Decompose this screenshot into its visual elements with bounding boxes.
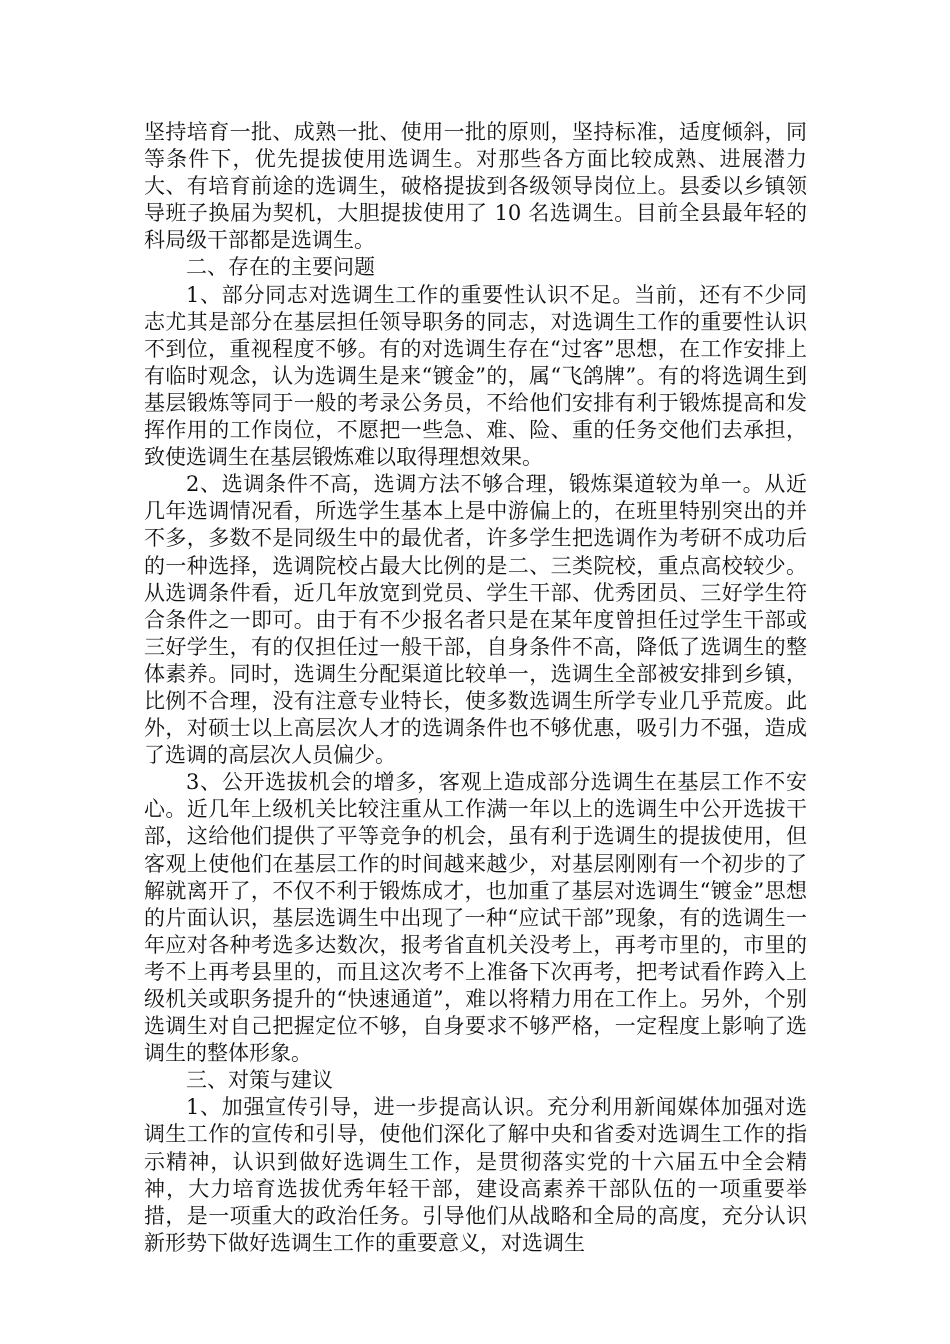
paragraph-problem-2: 2、选调条件不高，选调方法不够合理，锻炼渠道较为单一。从近几年选调情况看，所选学生基本上是中游偏上的，在班里特别突出的并不多，多数不是同级生中的最优者，许多学生把选调作为考研不成功后的一种选择，选调院校占最大比例的是二、三类院校，重点高校较少。从选调条件看，近几年放宽到党员、学生干部、优秀团员、三好学生符合条件之一即可。由于有不少报名者只是在某年度曾担任过学生干部或三好学生，有的仅担任过一般干部，自身条件不高，降低了选调生的整体素养。同时，选调生分配渠道比较单一，选调生全部被安排到乡镇，比例不合理，没有注意专业特长，使多数选调生所学专业几乎荒废。此外，对硕士以上高层次人才的选调条件也不够优惠，吸引力不强，造成了选调的高层次人员偏少。 bbox=[144, 472, 807, 768]
paragraph-problem-3: 3、公开选拔机会的增多，客观上造成部分选调生在基层工作不安心。近几年上级机关比较注重从工作满一年以上的选调生中公开选拔干部，这给他们提供了平等竞争的机会，虽有利于选调生的提拔使用，但客观上使他们在基层工作的时间越来越少，对基层刚刚有一个初步的了解就离开了，不仅不利于锻炼成才，也加重了基层对选调生“镀金”思想的片面认识，基层选调生中出现了一种“应试干部”现象，有的选调生一年应对各种考选多达数次，报考省直机关没考上，再考市里的，市里的考不上再考县里的，而且这次考不上准备下次再考，把考试看作跨入上级机关或职务提升的“快速通道”，难以将精力用在工作上。另外，个别选调生对自己把握定位不够，自身要求不够严格，一定程度上影响了选调生的整体形象。 bbox=[144, 770, 807, 1066]
document-page bbox=[144, 119, 807, 1257]
section-heading-problems: 二、存在的主要问题 bbox=[186, 255, 375, 280]
section-heading-suggestions: 三、对策与建议 bbox=[186, 1068, 333, 1093]
paragraph-suggestion-1: 1、加强宣传引导，进一步提高认识。充分利用新闻媒体加强对选调生工作的宣传和引导，使他们深化了解中央和省委对选调生工作的指示精神，认识到做好选调生工作，是贯彻落实党的十六届五中全会精神，大力培育选拔优秀年轻干部，建设高素养干部队伍的一项重要举措，是一项重大的政治任务。引导他们从战略和全局的高度，充分认识新形势下做好选调生工作的重要意义，对选调生 bbox=[144, 1095, 807, 1255]
paragraph-continued: 坚持培育一批、成熟一批、使用一批的原则，坚持标准，适度倾斜，同等条件下，优先提拔使用选调生。对那些各方面比较成熟、进展潜力大、有培育前途的选调生，破格提拔到各级领导岗位上。县委以乡镇领导班子换届为契机，大胆提拔使用了 10 名选调生。目前全县最年轻的科局级干部都是选调生。 bbox=[144, 120, 807, 253]
paragraph-problem-1: 1、部分同志对选调生工作的重要性认识不足。当前，还有不少同志尤其是部分在基层担任领导职务的同志，对选调生工作的重要性认识不到位，重视程度不够。有的对选调生存在“过客”思想，在工作安排上有临时观念，认为选调生是来“镀金”的，属“飞鸽牌”。有的将选调生到基层锻炼等同于一般的考录公务员，不给他们安排有利于锻炼提高和发挥作用的工作岗位，不愿把一些急、难、险、重的任务交他们去承担，致使选调生在基层锻炼难以取得理想效果。 bbox=[144, 282, 807, 470]
